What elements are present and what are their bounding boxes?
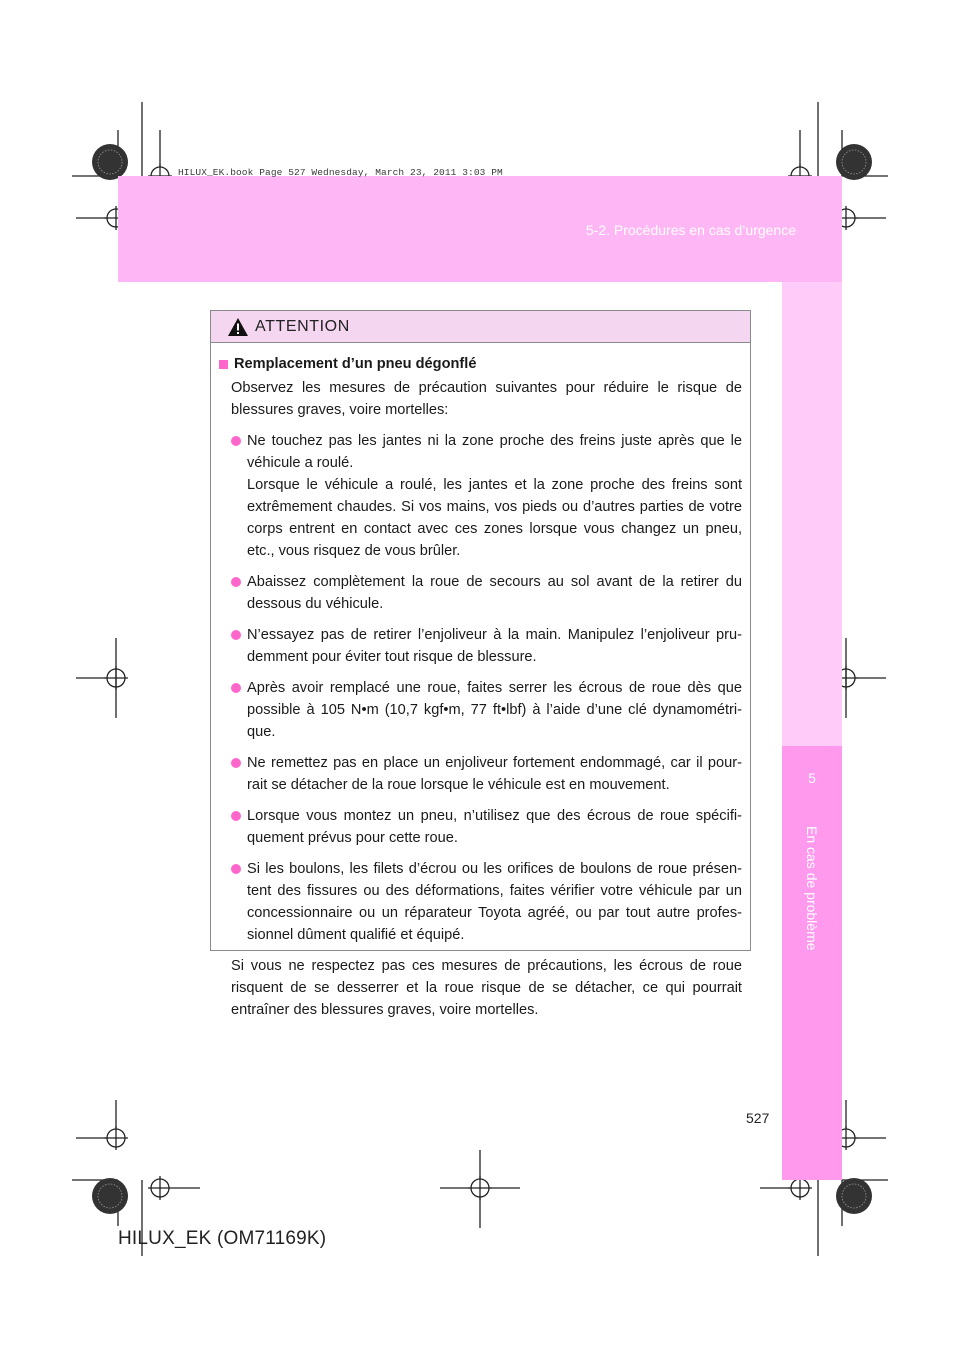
caution-closing: Si vous ne respectez pas ces mesures de précautions, les écrous de roue risquent de se desserrer et la roue risque de se détacher, ce qui pourrait entraîner des blessures graves, voire mortelles. [231, 958, 742, 1018]
list-item [231, 677, 742, 743]
list-item-text: Ne remettez pas en place un enjoliveur fortement endommagé, car il pour-rait se détacher de la roue lorsque le véhicule est en mouvement. [247, 755, 742, 793]
section-title: 5-2. Procédures en cas d’urgence [585, 222, 796, 238]
round-bullet-icon [231, 630, 241, 640]
page-number: 527 [746, 1110, 770, 1126]
book-stamp: HILUX_EK.book Page 527 Wednesday, March 23, 2011 3:03 PM [178, 167, 503, 178]
list-item-text: Si les boulons, les filets d’écrou ou les orifices de boulons de roue présen-tent des fissures ou des déformations, faites vérifier votre véhicule par un concessionnaire ou un réparateur Toyota agréé, ou par tout autre profes-sionnel dûment qualifié et équipé. [247, 861, 742, 943]
chapter-side-tab-active [782, 746, 842, 1180]
list-item [231, 430, 742, 562]
list-item [231, 858, 742, 946]
round-bullet-icon [231, 758, 241, 768]
list-item-text: Abaissez complètement la roue de secours au sol avant de la retirer du dessous du véhicule. [247, 574, 742, 612]
caution-box [210, 310, 751, 1018]
square-bullet-icon [219, 360, 228, 369]
footer-model-code: HILUX_EK (OM71169K) [118, 1228, 327, 1249]
round-bullet-icon [231, 577, 241, 587]
caution-topic-text: Remplacement d’un pneu dégonflé [234, 356, 477, 372]
caution-list [217, 430, 742, 946]
round-bullet-icon [231, 683, 241, 693]
chapter-label: En cas de problème [804, 826, 820, 951]
round-bullet-icon [231, 864, 241, 874]
list-item-text: Lorsque vous montez un pneu, n’utilisez que des écrous de roue spécifi-quement prévus pour cette roue. [247, 808, 742, 846]
list-item [231, 571, 742, 615]
list-item [231, 805, 742, 849]
list-item-text: N’essayez pas de retirer l’enjoliveur à la main. Manipulez l’enjoliveur pru-demment pour éviter tout risque de blessure. [247, 627, 742, 665]
round-bullet-icon [231, 811, 241, 821]
list-item-extra: Lorsque le véhicule a roulé, les jantes et la zone proche des freins sont extrêmement chaudes. Si vos mains, vos pieds ou d’autres parties de votre corps entrent en contact avec ces zones lorsque vous changez un pneu, etc., vous risquez de vous brûler. [247, 477, 742, 559]
list-item [231, 752, 742, 796]
list-item-text: Ne touchez pas les jantes ni la zone proche des freins juste après que le véhicule a roulé. [247, 433, 742, 471]
warning-triangle-icon [227, 317, 249, 337]
caution-topic [217, 353, 742, 375]
caution-header [211, 311, 750, 343]
chapter-number: 5 [808, 770, 816, 786]
list-item [231, 624, 742, 668]
caution-title: ATTENTION [255, 317, 350, 335]
round-bullet-icon [231, 436, 241, 446]
caution-intro: Observez les mesures de précaution suivantes pour réduire le risque de blessures graves, voire mortelles: [231, 380, 742, 418]
caution-body [211, 343, 750, 1021]
list-item-text: Après avoir remplacé une roue, faites serrer les écrous de roue dès que possible à 105 N•m (10,7 kgf•m, 77 ft•lbf) à l’aide d’une clé dynamométri-que. [247, 680, 742, 740]
